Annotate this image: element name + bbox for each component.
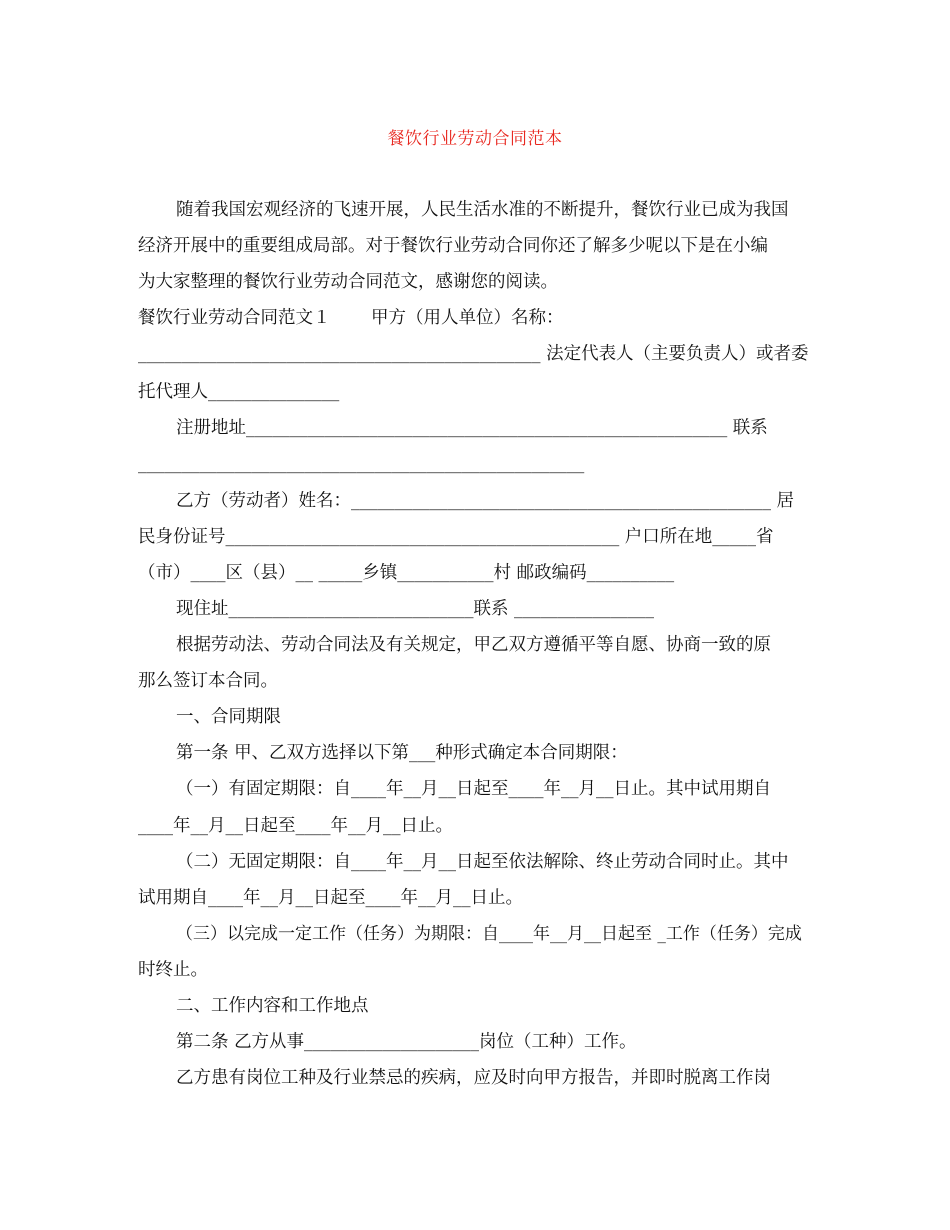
article-one-line: 第一条 甲、乙双方选择以下第___种形式确定本合同期限： — [176, 743, 628, 763]
basis-line-2: 那么签订本合同。 — [138, 671, 278, 691]
intro-line-1: 随着我国宏观经济的飞速开展，人民生活水准的不断提升，餐饮行业已成为我国 — [176, 200, 789, 220]
contract-sample-heading: 餐饮行业劳动合同范文１ 甲方（用人单位）名称： — [138, 308, 564, 328]
household-address-line: （市）____区（县）__ _____乡镇___________村 邮政编码__________ — [138, 563, 675, 583]
agent-line: 托代理人_______________ — [138, 382, 340, 402]
registered-address-line: 注册地址_______________________________________________________ 联系 — [176, 418, 768, 438]
open-term-line-1: （二）无固定期限：自____年__月__日起至依法解除、终止劳动合同时止。其中 — [176, 852, 789, 872]
task-term-line-2: 时终止。 — [138, 960, 208, 980]
document-title: 餐饮行业劳动合同范本 — [387, 129, 563, 149]
task-term-line-1: （三）以完成一定工作（任务）为期限：自____年__月__日起至 _工作（任务）完成 — [176, 924, 802, 944]
party-b-name-line: 乙方（劳动者）姓名：________________________________________________ 居 — [176, 491, 795, 511]
basis-line-1: 根据劳动法、劳动合同法及有关规定，甲乙双方遵循平等自愿、协商一致的原 — [176, 635, 771, 655]
id-number-line: 民身份证号_____________________________________________ 户口所在地_____省 — [138, 527, 774, 547]
current-address-line: 现住址____________________________联系 ________________ — [176, 599, 655, 619]
section-two-heading: 二、工作内容和工作地点 — [176, 996, 369, 1016]
open-term-line-2: 试用期自____年__月__日起至____年__月__日止。 — [138, 888, 523, 908]
article-two-line: 第二条 乙方从事____________________岗位（工种）工作。 — [176, 1032, 637, 1052]
intro-line-2: 经济开展中的重要组成局部。对于餐饮行业劳动合同你还了解多少呢以下是在小编 — [138, 236, 768, 256]
contact-blank-line: ___________________________________________________ — [138, 454, 585, 474]
section-one-heading: 一、合同期限 — [176, 707, 281, 727]
legal-representative-line: ______________________________________________ 法定代表人（主要负责人）或者委 — [138, 344, 809, 364]
fixed-term-line-1: （一）有固定期限：自____年__月__日起至____年__月__日止。其中试用期自 — [176, 779, 771, 799]
intro-line-3: 为大家整理的餐饮行业劳动合同范文，感谢您的阅读。 — [138, 272, 558, 292]
prohibited-illness-line: 乙方患有岗位工种及行业禁忌的疾病，应及时向甲方报告，并即时脱离工作岗 — [176, 1068, 771, 1088]
fixed-term-line-2: ____年__月__日起至____年__月__日止。 — [138, 816, 453, 836]
